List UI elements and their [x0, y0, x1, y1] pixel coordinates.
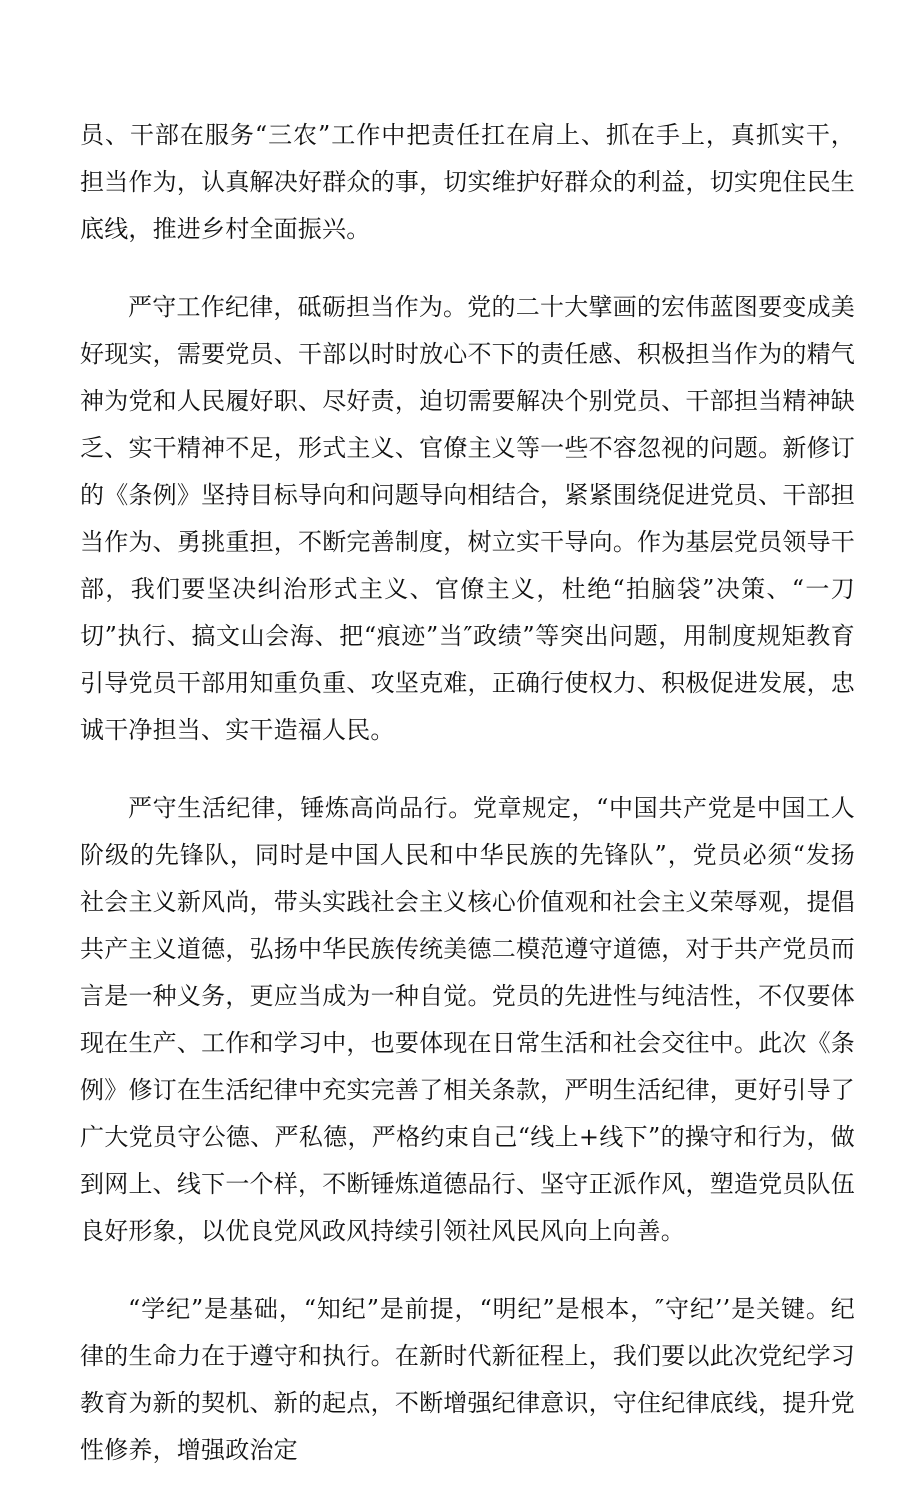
- document-body: [80, 112, 855, 1505]
- paragraph-4: “学纪”是基础，“知纪”是前提，“明纪”是根本，″守纪’’是关键。纪律的生命力在于遵守和执行。在新时代新征程上，我们要以此次党纪学习教育为新的契机、新的起点，不断增强纪律意识，守住纪律底线，提升党性修养，增强政治定: [80, 1295, 855, 1464]
- paragraph-2: 严守工作纪律，砥砺担当作为。党的二十大擘画的宏伟蓝图要变成美好现实，需要党员、干部以时时放心不下的责任感、积极担当作为的精气神为党和人民履好职、尽好责，迫切需要解决个别党员、干部担当精神缺乏、实干精神不足，形式主义、官僚主义等一些不容忽视的问题。新修订的《条例》坚持目标导向和问题导向相结合，紧紧围绕促进党员、干部担当作为、勇挑重担，不断完善制度，树立实干导向。作为基层党员领导干部，我们要坚决纠治形式主义、官僚主义，杜绝“拍脑袋”决策、“一刀切”执行、搞文山会海、把“痕迹”当″政绩”等突出问题，用制度规矩教育引导党员干部用知重负重、攻坚克难，正确行使权力、积极促进发展，忠诚干净担当、实干造福人民。: [80, 293, 855, 744]
- paragraph-3: 严守生活纪律，锤炼高尚品行。党章规定，“中国共产党是中国工人阶级的先锋队，同时是中国人民和中华民族的先锋队”，党员必须“发扬社会主义新风尚，带头实践社会主义核心价值观和社会主义荣辱观，提倡共产主义道德，弘扬中华民族传统美德二模范遵守道德，对于共产党员而言是一种义务，更应当成为一种自觉。党员的先进性与纯洁性，不仅要体现在生产、工作和学习中，也要体现在日常生活和社会交往中。此次《条例》修订在生活纪律中充实完善了相关条款，严明生活纪律，更好引导了广大党员守公德、严私德，严格约束自己“线上+线下”的操守和行为，做到网上、线下一个样，不断锤炼道德品行、坚守正派作风，塑造党员队伍良好形象，以优良党风政风持续引领社风民风向上向善。: [80, 794, 855, 1245]
- paragraph-1: 员、干部在服务“三农”工作中把责任扛在肩上、抓在手上，真抓实干，担当作为，认真解决好群众的事，切实维护好群众的利益，切实兜住民生底线，推进乡村全面振兴。: [80, 121, 855, 243]
